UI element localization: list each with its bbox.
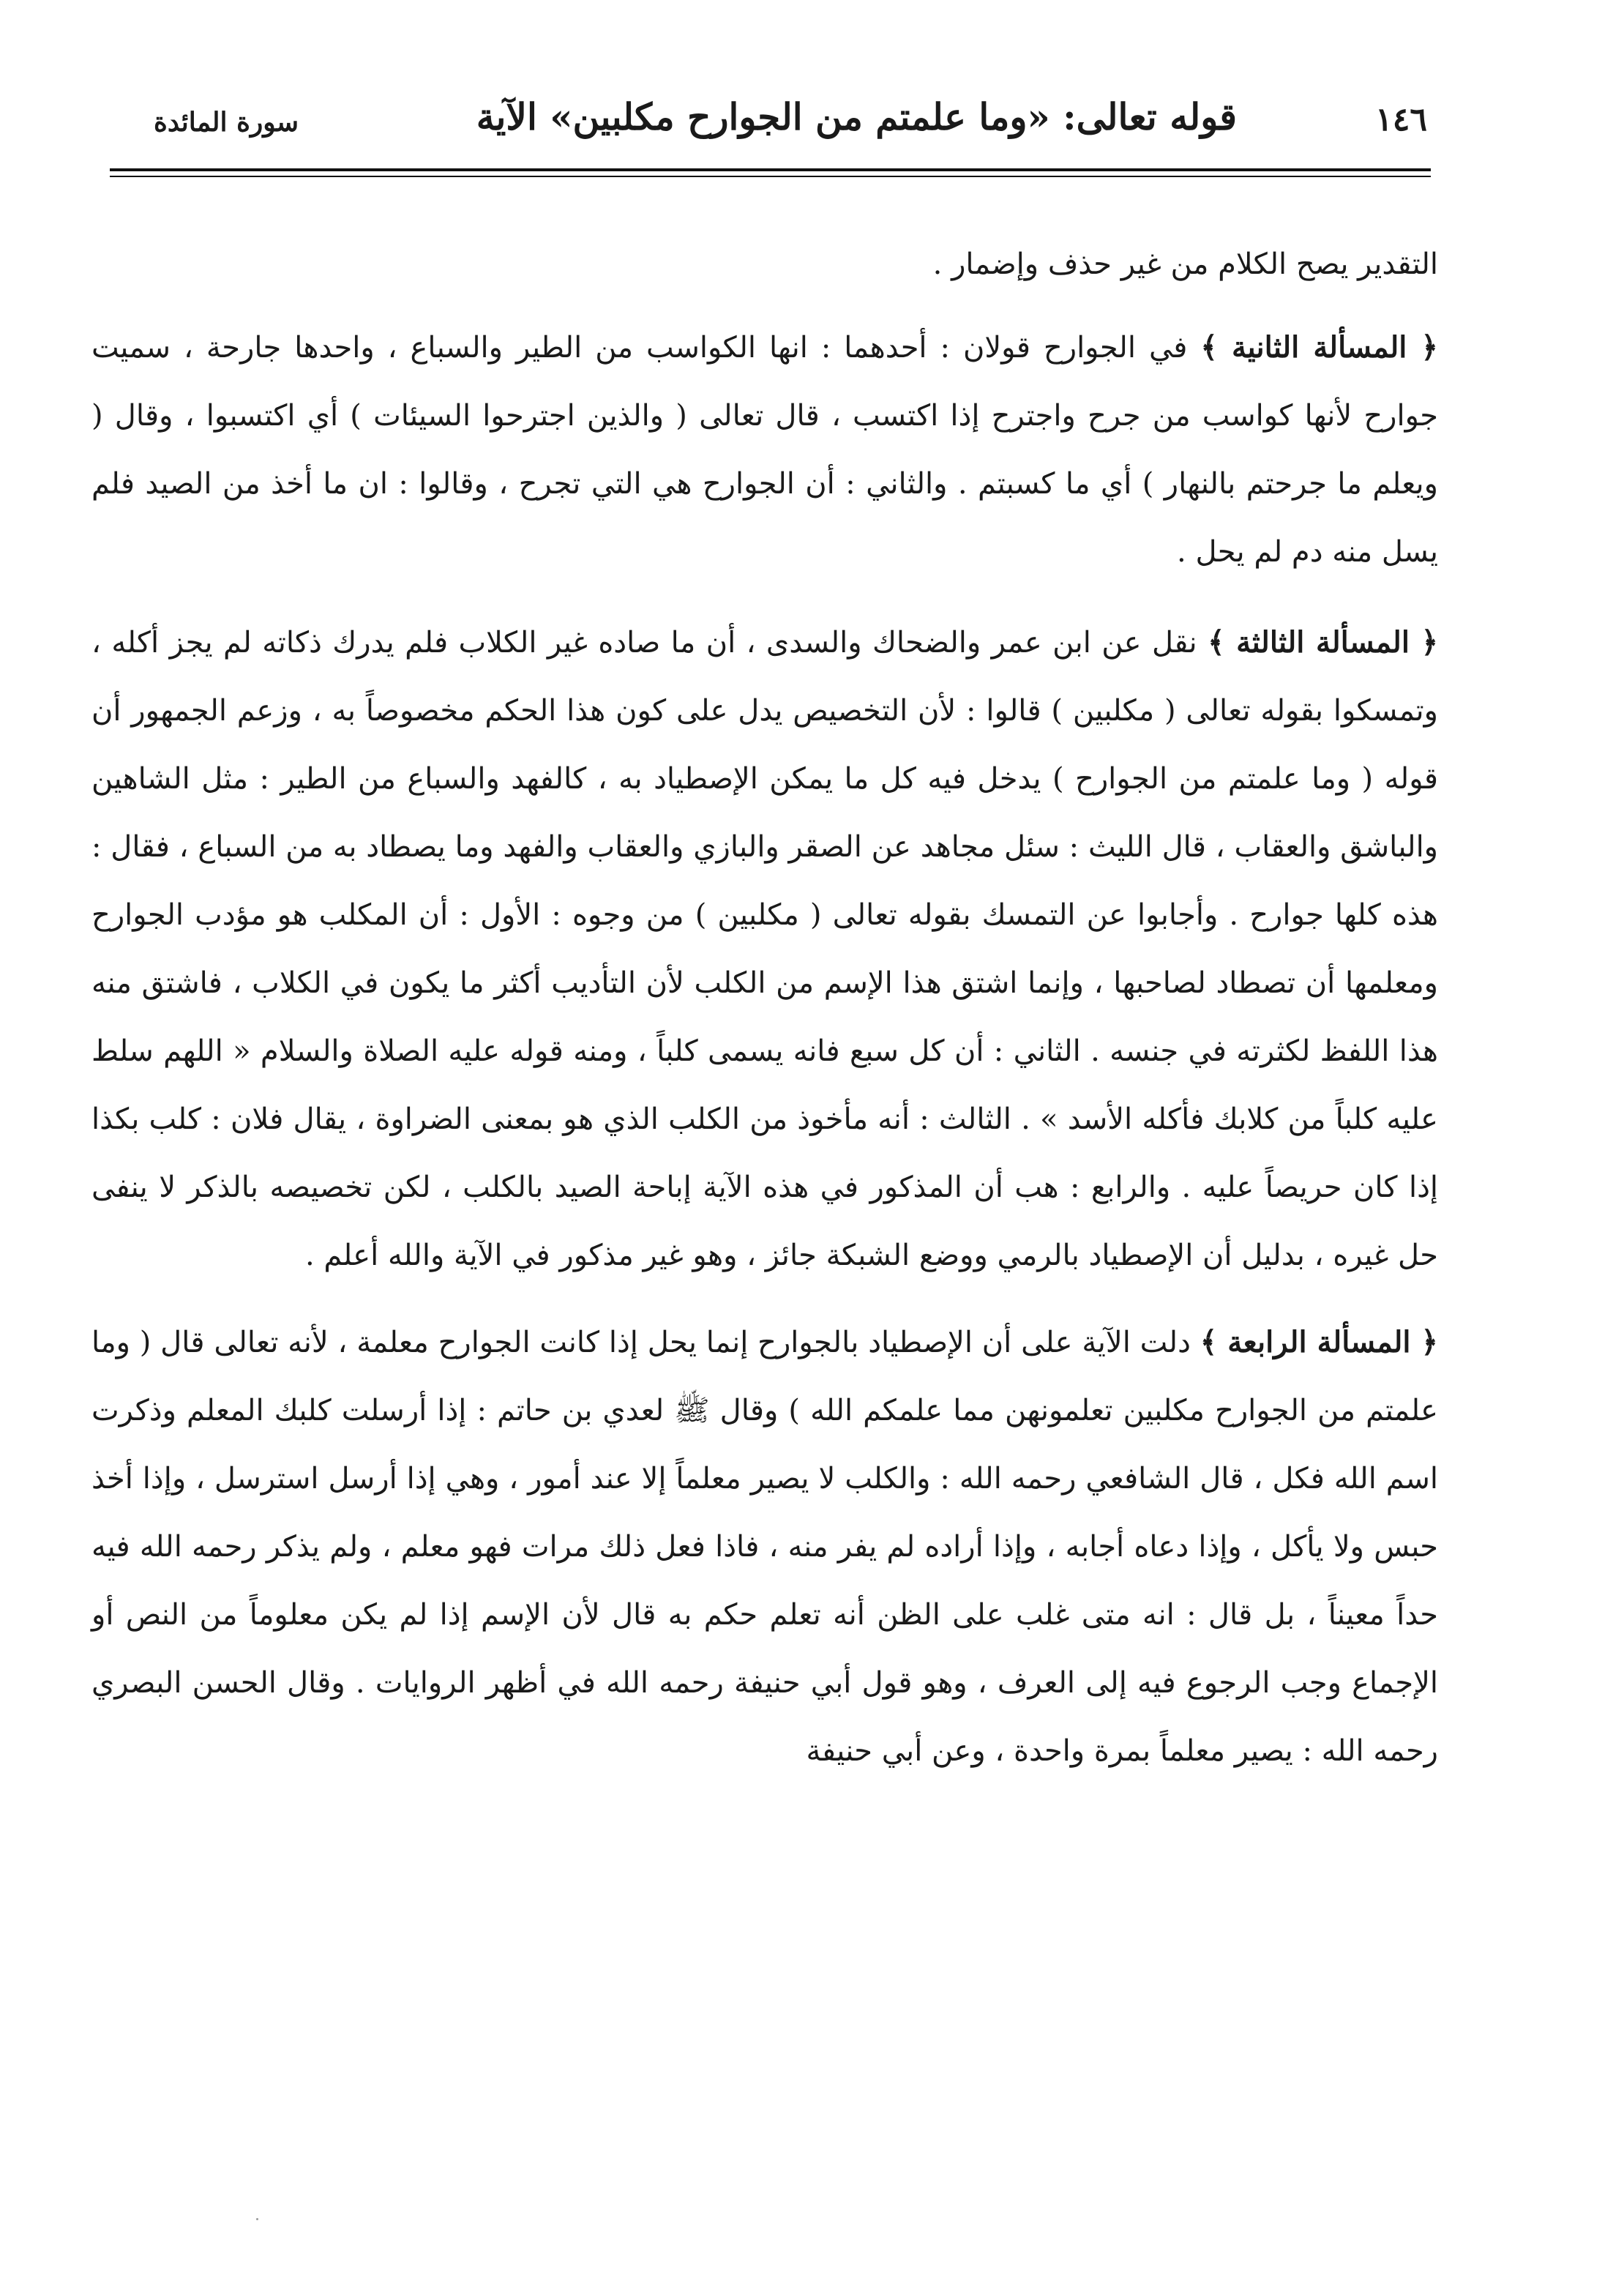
- paragraph-text: في الجوارح قولان : أحدهما : انها الكواسب من الطير والسباع ، واحدها جارحة ، سميت جوارح لأنها كواسب من جرح واجترح إذا اكتسب ، قال تعالى ( والذين اجترحوا السيئات ) أي اكتسبوا ، وقال ( ويعلم ما جرحتم بالنهار ) أي ما كسبتم . والثاني : أن الجوارح هي التي تجرح ، وقالوا : ان ما أخذ من الصيد فلم يسل منه دم لم يحل .: [91, 331, 1438, 569]
- surah-name: سورة المائدة: [154, 107, 299, 138]
- section-heading: ﴿ المسألة الثانية ﴾: [1200, 330, 1438, 365]
- header-rule-thin: [110, 176, 1431, 177]
- scan-speck: [256, 2218, 258, 2220]
- paragraph-text: نقل عن ابن عمر والضحاك والسدى ، أن ما صاده غير الكلاب فلم يدرك ذكاته لم يجز أكله ، وتمسكوا بقوله تعالى ( مكلبين ) قالوا : لأن التخصيص يدل على كون هذا الحكم مخصوصاً به ، وزعم الجمهور أن قوله ( وما علمتم من الجوارح ) يدخل فيه كل ما يمكن الإصطياد به ، كالفهد والسباع من الطير : مثل الشاهين والباشق والعقاب ، قال الليث : سئل مجاهد عن الصقر والبازي والعقاب والفهد وما يصطاد به من السباع ، فقال : هذه كلها جوارح . وأجابوا عن التمسك بقوله تعالى ( مكلبين ) من وجوه : الأول : أن المكلب هو مؤدب الجوارح ومعلمها أن تصطاد لصاحبها ، وإنما اشتق هذا الإسم من الكلب لأن التأديب أكثر ما يكون في الكلاب ، فاشتق منه هذا اللفظ لكثرته في جنسه . الثاني : أن كل سبع فانه يسمى كلباً ، ومنه قوله عليه الصلاة والسلام « اللهم سلط عليه كلباً من كلابك فأكله الأسد » . الثالث : أنه مأخوذ من الكلب الذي هو بمعنى الضراوة ، يقال فلان : كلب بكذا إذا كان حريصاً عليه . والرابع : هب أن المذكور في هذه الآية إباحة الصيد بالكلب ، لكن تخصيصه بالذكر لا ينفى حل غيره ، بدليل أن الإصطياد بالرمي ووضع الشبكة جائز ، وهو غير مذكور في الآية والله أعلم .: [91, 626, 1438, 1272]
- paragraph-text: دلت الآية على أن الإصطياد بالجوارح إنما يحل إذا كانت الجوارح معلمة ، لأنه تعالى قال ( وما علمتم من الجوارح مكلبين تعلمونهن مما علمكم الله ) وقال ﷺ لعدي بن حاتم : إذا أرسلت كلبك المعلم وذكرت اسم الله فكل ، قال الشافعي رحمه الله : والكلب لا يصير معلماً إلا عند أمور ، وهي إذا أرسل استرسل ، وإذا أخذ حبس ولا يأكل ، وإذا دعاه أجابه ، وإذا أراده لم يفر منه ، فاذا فعل ذلك مرات فهو معلم ، ولم يذكر رحمه الله فيه حداً معيناً ، بل قال : انه متى غلب على الظن أنه تعلم حكم به قال لأن الإسم إذا لم يكن معلوماً من النص أو الإجماع وجب الرجوع فيه إلى العرف ، وهو قول أبي حنيفة رحمه الله في أظهر الروايات . وقال الحسن البصري رحمه الله : يصير معلماً بمرة واحدة ، وعن أبي حنيفة: [91, 1326, 1439, 1768]
- page-body: [91, 231, 1438, 1785]
- paragraph-fourth-issue: [91, 1308, 1438, 1785]
- paragraph-third-issue: [91, 608, 1438, 1290]
- page-number: ١٤٦: [1375, 101, 1427, 138]
- header-rule-thick: [110, 168, 1431, 171]
- paragraph-text: التقدير يصح الكلام من غير حذف وإضمار .: [932, 247, 1438, 281]
- running-header: [110, 86, 1427, 167]
- paragraph-intro: [91, 231, 1438, 299]
- paragraph-second-issue: [91, 313, 1438, 586]
- header-title: قوله تعالى: «وما علمتم من الجوارح مكلبين» الآية: [476, 95, 1237, 138]
- section-heading: ﴿ المسألة الثالثة ﴾: [1208, 625, 1439, 660]
- section-heading: ﴿ المسألة الرابعة ﴾: [1200, 1325, 1438, 1359]
